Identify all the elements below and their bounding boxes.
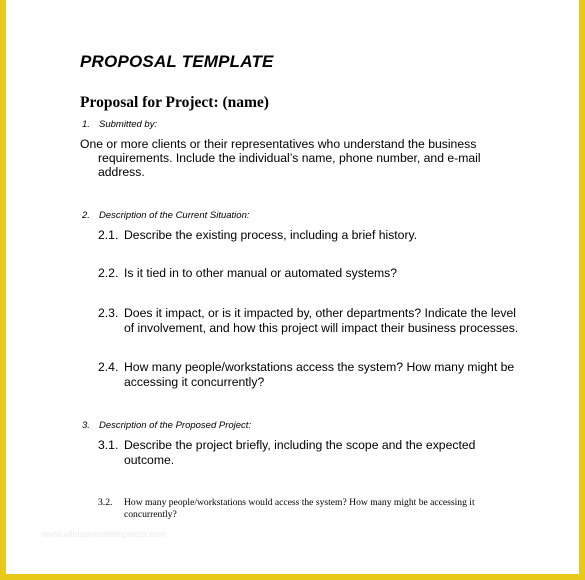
item-number: 3.1. — [98, 438, 119, 452]
section-heading-text: Description of the Proposed Project: — [99, 420, 252, 431]
item-line: How many people/workstations would access the system? How many might be accessing it — [124, 497, 475, 508]
body-line: requirements. Include the individual’s name, phone number, and e-mail — [98, 151, 481, 165]
section-number: 2. — [82, 210, 90, 221]
watermark-text: www.allbusinesstemplates.com — [42, 529, 167, 539]
item-line: of involvement, and how this project will impact their business processes. — [124, 320, 519, 335]
document-title: PROPOSAL TEMPLATE — [80, 52, 274, 71]
section-heading-text: Submitted by: — [99, 119, 158, 130]
section-heading-text: Description of the Current Situation: — [99, 210, 250, 221]
item-line: How many people/workstations access the system? How many might be — [124, 360, 515, 374]
item-number: 2.2. — [98, 266, 119, 280]
item-line: outcome. — [124, 452, 175, 467]
item-line: Is it tied in to other manual or automated systems? — [124, 266, 397, 280]
body-line: One or more clients or their representatives who understand the business — [80, 137, 477, 151]
item-number: 2.1. — [98, 228, 119, 242]
item-number: 2.3. — [98, 306, 119, 320]
item-line: Describe the existing process, including a brief history. — [124, 228, 418, 242]
document-subtitle: Proposal for Project: (name) — [80, 94, 269, 111]
section-number: 3. — [82, 420, 90, 431]
item-line: accessing it concurrently? — [124, 374, 265, 389]
item-line: Does it impact, or is it impacted by, other departments? Indicate the level — [124, 306, 516, 320]
document-page — [6, 0, 579, 574]
item-line: concurrently? — [124, 509, 177, 520]
item-line: Describe the project briefly, including the scope and the expected — [124, 438, 476, 452]
section-number: 1. — [82, 119, 90, 130]
section-2-heading — [82, 210, 250, 221]
section-1-body — [80, 137, 481, 179]
item-number: 2.4. — [98, 360, 119, 374]
item-number: 3.2. — [98, 497, 113, 508]
section-3-heading — [82, 420, 251, 431]
section-1-heading — [82, 119, 157, 130]
body-line: address. — [98, 165, 145, 179]
